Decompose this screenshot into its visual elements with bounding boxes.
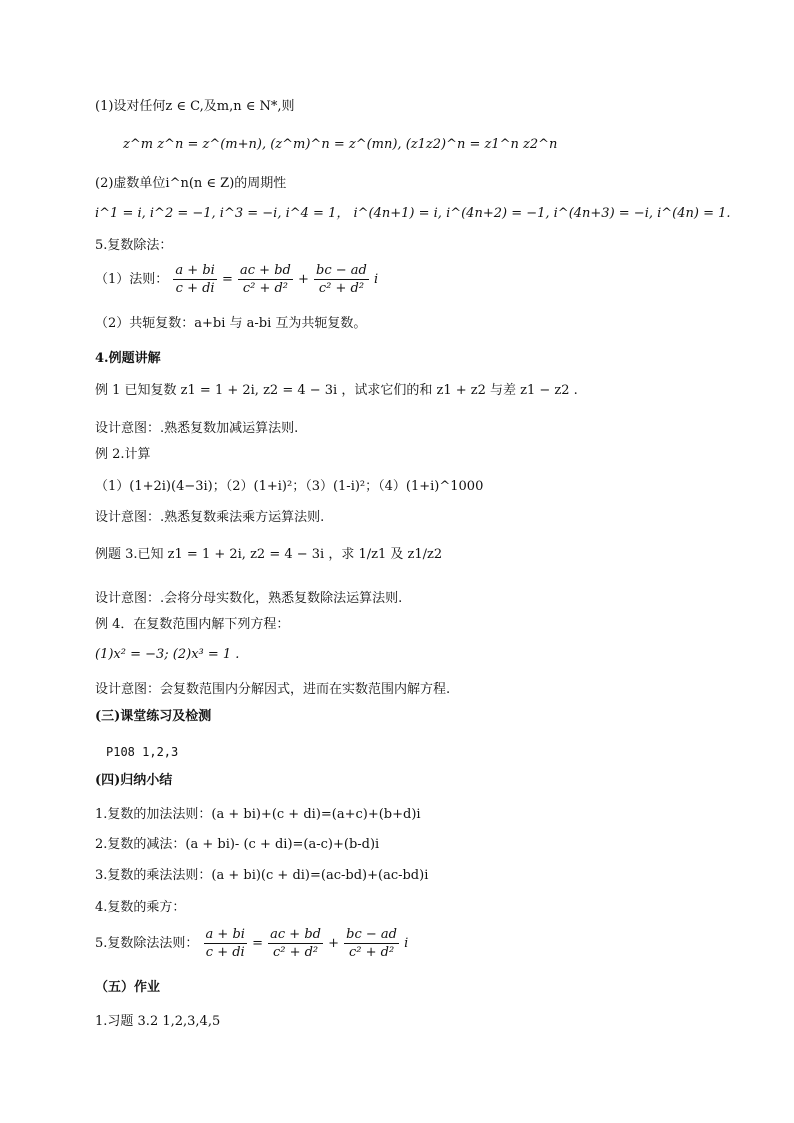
- summary-fraction-imag-part: $\frac{bc - ad}{\text{c² + d²}}$: [346, 927, 397, 960]
- design-intent-3: 设计意图：.会将分母实数化，熟悉复数除法运算法则.: [95, 591, 403, 606]
- example-1: 例 1 已知复数 z1 = 1 + 2i, z2 = 4 − 3i ，试求它们的和 z1 + z2 与差 z1 − z2 .: [95, 383, 578, 398]
- line-4-periodicity: i^1 = i, i^2 = −1, i^3 = −i, i^4 = 1， i^(4n+1) = i, i^(4n+2) = −1, i^(4n+3) = −i, i^(4n) = 1.: [95, 206, 731, 221]
- summary-subtraction: 2.复数的减法：(a + bi)- (c + di)=(a-c)+(b-d)i: [95, 837, 380, 852]
- summary-fraction-a-bi-over-c-di: $\frac{a + bi}{c + di}$: [205, 927, 245, 960]
- heading-summary: (四)归纳小结: [95, 773, 173, 788]
- fraction-a-bi-over-c-di: $\frac{a + bi}{c + di}$: [175, 263, 215, 296]
- example-3: 例题 3.已知 z1 = 1 + 2i, z2 = 4 − 3i ，求 1/z1 及 z1/z2: [95, 547, 443, 562]
- design-intent-2: 设计意图：.熟悉复数乘法乘方运算法则.: [95, 510, 325, 525]
- summary-division: 5.复数除法法则： $\frac{a + bi}{c + di}$ = $\frac{ac + bd}{\text{c² + d²}}$ + $\frac{bc - ad}{\text{c² + d²}}$ i: [95, 927, 409, 960]
- line-7-conjugate: （2）共轭复数：a+bi 与 a-bi 互为共轭复数。: [95, 316, 367, 331]
- heading-practice: (三)课堂练习及检测: [95, 709, 212, 724]
- example-2-items: （1）(1+2i)(4−3i)；（2）(1+i)²；（3）(1-i)²；（4）(1+i)^1000: [95, 479, 484, 494]
- design-intent-1: 设计意图：.熟悉复数加减运算法则.: [95, 421, 299, 436]
- summary-power: 4.复数的乘方：: [95, 900, 186, 915]
- summary-division-label: 5.复数除法法则：: [95, 936, 199, 951]
- section-5-division: 5.复数除法：: [95, 238, 173, 253]
- example-4-equations: (1)x² = −3; (2)x³ = 1 .: [95, 647, 240, 662]
- summary-addition: 1.复数的加法法则：(a + bi)+(c + di)=(a+c)+(b+d)i: [95, 807, 421, 822]
- example-2: 例 2.计算: [95, 447, 151, 462]
- fraction-real-part: $\frac{ac + bd}{\text{c² + d²}}$: [240, 263, 291, 296]
- summary-multiplication: 3.复数的乘法法则：(a + bi)(c + di)=(ac-bd)+(ac-bd)i: [95, 868, 429, 883]
- line-2-exponent-rules: z^m z^n = z^(m+n), (z^m)^n = z^(mn), (z1z2)^n = z1^n z2^n: [123, 137, 558, 152]
- practice-pages: P108 1,2,3: [106, 745, 179, 759]
- summary-fraction-real-part: $\frac{ac + bd}{\text{c² + d²}}$: [270, 927, 321, 960]
- homework-items: 1.习题 3.2 1,2,3,4,5: [95, 1014, 221, 1029]
- line-3: (2)虚数单位i^n(n ∈ Z)的周期性: [95, 176, 287, 191]
- example-4: 例 4．在复数范围内解下列方程：: [95, 617, 290, 632]
- division-rule: （1）法则： $\frac{a + bi}{c + di}$ = $\frac{ac + bd}{\text{c² + d²}}$ + $\frac{bc - ad}{\text{c² + d²}}$ i: [95, 263, 379, 296]
- heading-examples: 4.例题讲解: [95, 351, 161, 366]
- heading-homework: （五）作业: [95, 980, 161, 995]
- fraction-imag-part: $\frac{bc - ad}{\text{c² + d²}}$: [316, 263, 367, 296]
- line-1: (1)设对任何z ∈ C,及m,n ∈ N*,则: [95, 99, 295, 114]
- division-rule-label: （1）法则：: [95, 272, 169, 287]
- design-intent-4: 设计意图：会复数范围内分解因式，进而在实数范围内解方程.: [95, 682, 451, 697]
